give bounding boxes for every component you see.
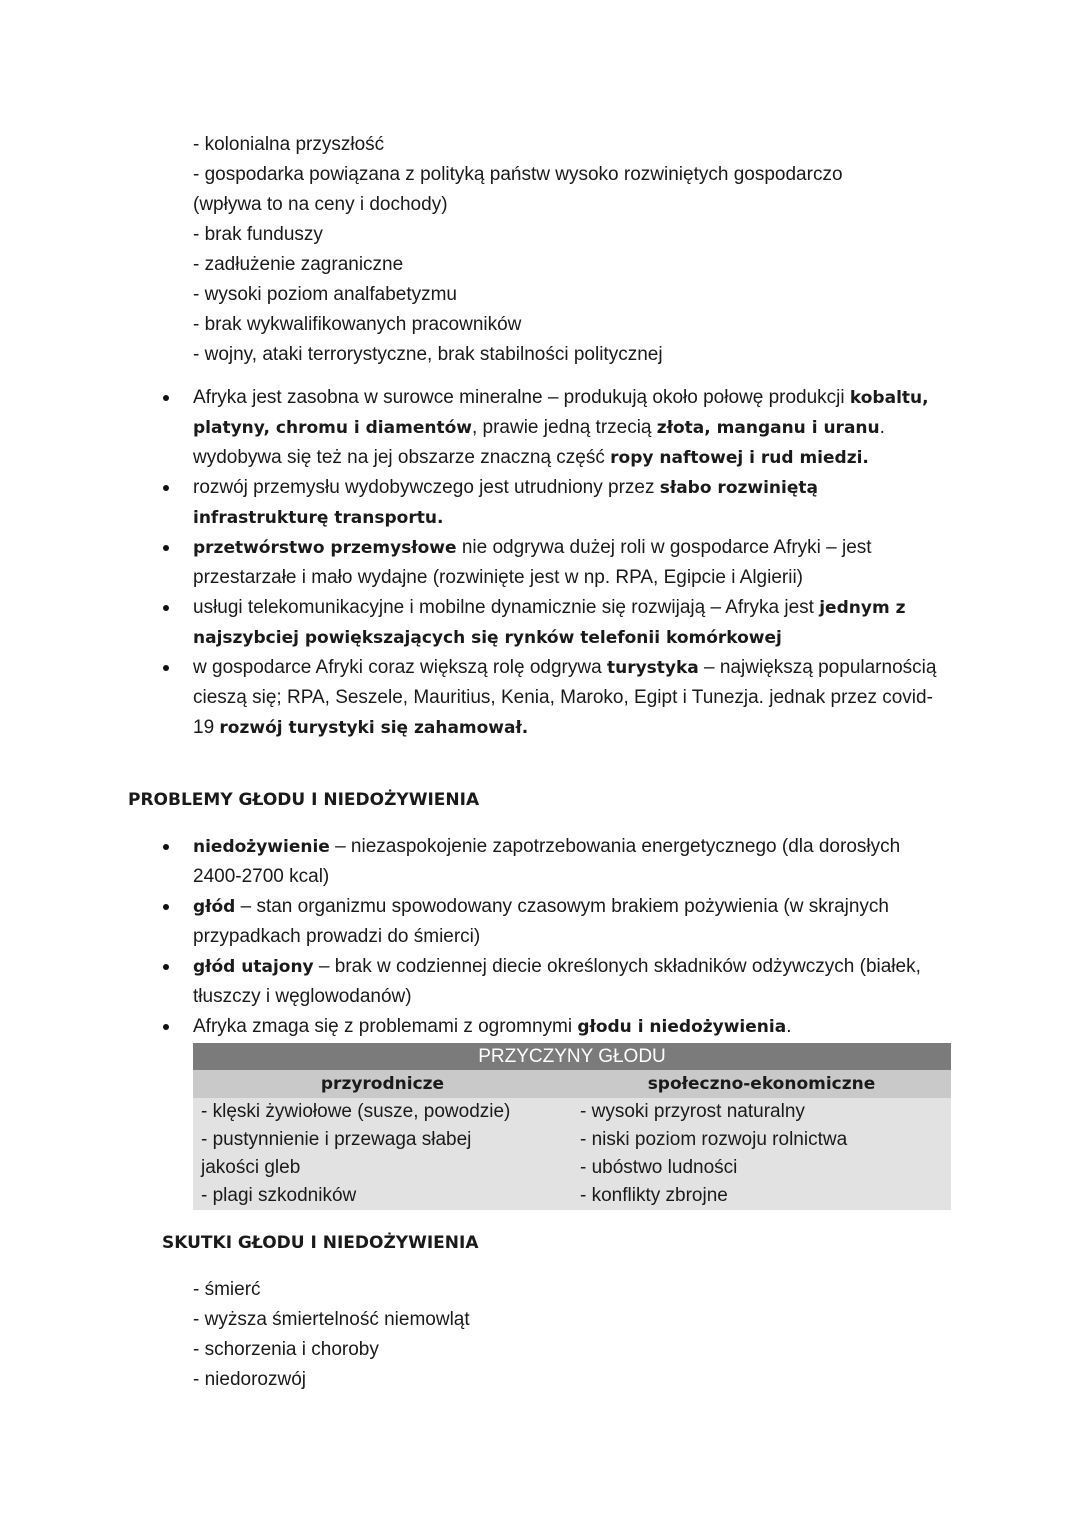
bullet-item [163,952,953,1012]
text: Afryka jest zasobna w surowce mineralne – produkują około połowę produkcji [193,387,850,408]
bold-text: złota, manganu i uranu [656,418,880,438]
bold-text: przetwórstwo przemysłowe [193,538,457,558]
bold-text: rozwój turystyki się zahamował. [219,718,529,738]
intro-list [193,130,973,370]
list-item: - zadłużenie zagraniczne [193,254,404,275]
list-item: - niedorozwój [193,1369,306,1390]
text: – brak w codziennej diecie określonych składników odżywczych (białek, tłuszczy i węglowodanów) [193,956,921,1007]
bold-text: niedożywienie [193,837,330,857]
natural-causes-cell [193,1098,572,1210]
column-header: społeczno-ekonomiczne [572,1070,951,1098]
list-item: - śmierć [193,1279,261,1300]
table-title: PRZYCZYNY GŁODU [193,1043,951,1070]
bold-text: ropy naftowej i rud miedzi. [610,448,869,468]
bullet-item [163,832,953,892]
text: – największą popularnością cieszą się; RPA, Seszele, Mauritius, Kenia, Maroko, Egipt i Tunezja. jednak przez covid-19 [193,657,937,738]
list-item: - brak wykwalifikowanych pracowników [193,314,522,335]
bold-text: głodu i niedożywienia [577,1017,787,1037]
text: usługi telekomunikacyjne i mobilne dynamicznie się rozwijają – Afryka jest [193,597,820,618]
list-item: - wysoki przyrost naturalny [580,1101,805,1122]
causes-table [193,1043,951,1210]
economy-bullets [163,383,953,743]
text: nie odgrywa dużej roli w gospodarce Afryki – jest przestarzałe i mało wydajne (rozwinięte jest w np. RPA, Egipcie i Algierii) [193,537,872,588]
list-item: - brak funduszy [193,224,323,245]
effects-list [193,1275,973,1395]
bold-text: jednym z najszybciej powiększających się rynków telefonii komórkowej [193,598,906,648]
list-item: - gospodarka powiązana z polityką państw wysoko rozwiniętych gospodarczo (wpływa to na ceny i dochody) [193,164,843,215]
list-item: - wysoki poziom analfabetyzmu [193,284,457,305]
text: – stan organizmu spowodowany czasowym brakiem pożywienia (w skrajnych przypadkach prowadzi do śmierci) [193,896,889,947]
bullet-item [163,1012,953,1042]
bold-text: kobaltu, platyny, chromu i diamentów [193,388,929,438]
list-item: - niski poziom rozwoju rolnictwa [580,1129,848,1150]
list-item: - kolonialna przyszłość [193,134,385,155]
list-item: - klęski żywiołowe (susze, powodzie) [201,1101,511,1122]
column-header: przyrodnicze [193,1070,572,1098]
list-item: - wyższa śmiertelność niemowląt [193,1309,470,1330]
text: . wydobywa się też na jej obszarze znaczną część [193,417,885,468]
list-item: - plagi szkodników [201,1185,357,1206]
list-item: - konflikty zbrojne [580,1185,728,1206]
bullet-item [163,892,953,952]
bullet-item [163,473,953,533]
section-heading-effects: SKUTKI GŁODU I NIEDOŻYWIENIA [162,1233,479,1253]
text: Afryka zmaga się z problemami z ogromnymi [193,1016,578,1037]
text: – niezaspokojenie zapotrzebowania energetycznego (dla dorosłych 2400-2700 kcal) [193,836,901,887]
bullet-item [163,533,953,593]
text: . [786,1016,792,1037]
bold-text: turystyka [606,658,699,678]
list-item: - wojny, ataki terrorystyczne, brak stabilności politycznej [193,344,663,365]
bullet-item [163,383,953,473]
bold-text: słabo rozwiniętą infrastrukturę transportu. [193,478,818,528]
list-item: - schorzenia i choroby [193,1339,379,1360]
bullet-item [163,653,953,743]
socio-causes-cell [572,1098,951,1210]
text: , prawie jedną trzecią [471,417,657,438]
list-item: - ubóstwo ludności [580,1157,738,1178]
bold-text: głód utajony [193,957,314,977]
bullet-item [163,593,953,653]
text: w gospodarce Afryki coraz większą rolę odgrywa [193,657,607,678]
text: rozwój przemysłu wydobywczego jest utrudniony przez [193,477,660,498]
section-heading-hunger: PROBLEMY GŁODU I NIEDOŻYWIENIA [128,790,480,810]
list-item: - pustynnienie i przewaga słabej jakości gleb [201,1129,472,1178]
hunger-bullets [163,832,953,1042]
bold-text: głód [193,897,236,917]
